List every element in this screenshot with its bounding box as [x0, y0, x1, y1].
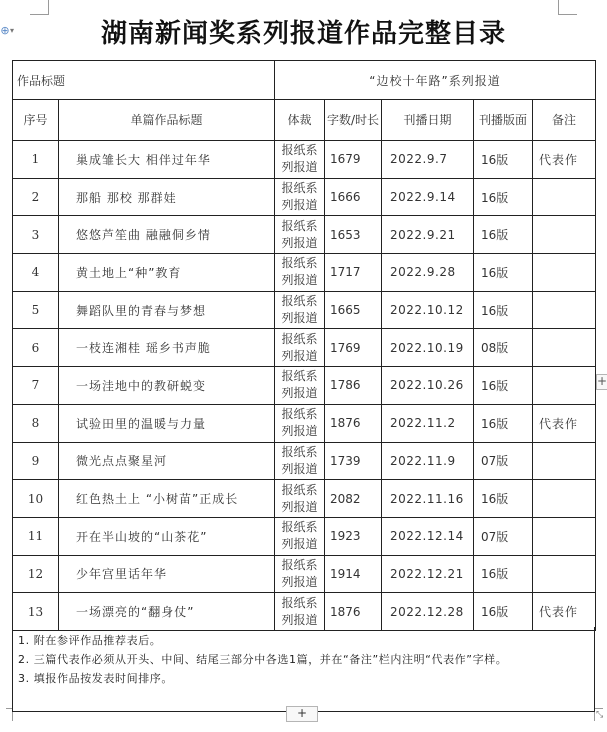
row-page[interactable]: 16版 [474, 555, 533, 593]
work-title-value[interactable] [275, 61, 596, 100]
row-genre[interactable]: 报纸系列报道 [275, 404, 325, 442]
row-remark[interactable]: 代表作 [533, 593, 596, 631]
row-index[interactable]: 7 [13, 367, 59, 405]
add-row-button[interactable]: + [286, 706, 318, 722]
row-index[interactable]: 12 [13, 555, 59, 593]
note-1: 1. 附在参评作品推荐表后。 [18, 634, 162, 647]
row-title[interactable]: 巢成雏长大 相伴过年华 [59, 141, 275, 179]
row-word-count[interactable]: 1653 [325, 216, 382, 254]
row-title[interactable]: 微光点点聚星河 [59, 442, 275, 480]
table-move-handle-icon[interactable]: ⊕ [0, 24, 10, 37]
row-index[interactable]: 1 [13, 141, 59, 179]
row-title[interactable]: 开在半山坡的“山茶花” [59, 517, 275, 555]
header-page: 刊播版面 [474, 100, 533, 141]
row-title[interactable]: 一枝连湘桂 瑶乡书声脆 [59, 329, 275, 367]
table-row [13, 329, 596, 367]
row-page[interactable]: 16版 [474, 216, 533, 254]
row-page[interactable]: 07版 [474, 517, 533, 555]
row-page[interactable]: 16版 [474, 254, 533, 292]
row-word-count[interactable]: 1665 [325, 291, 382, 329]
row-genre[interactable]: 报纸系列报道 [275, 254, 325, 292]
row-remark[interactable]: 代表作 [533, 141, 596, 179]
row-remark[interactable] [533, 442, 596, 480]
row-index[interactable]: 2 [13, 178, 59, 216]
header-index: 序号 [13, 100, 59, 141]
row-remark[interactable]: 代表作 [533, 404, 596, 442]
row-date[interactable]: 2022.11.2 [382, 404, 474, 442]
row-title[interactable]: 试验田里的温暖与力量 [59, 404, 275, 442]
row-date[interactable]: 2022.9.21 [382, 216, 474, 254]
row-word-count[interactable]: 1876 [325, 404, 382, 442]
row-page[interactable]: 16版 [474, 367, 533, 405]
row-genre[interactable]: 报纸系列报道 [275, 480, 325, 518]
row-genre[interactable]: 报纸系列报道 [275, 216, 325, 254]
notes-box [12, 627, 595, 712]
table-resize-handle-icon[interactable]: ⤡ [596, 710, 604, 720]
row-date[interactable]: 2022.11.9 [382, 442, 474, 480]
row-index[interactable]: 5 [13, 291, 59, 329]
row-date[interactable]: 2022.10.19 [382, 329, 474, 367]
row-index[interactable]: 9 [13, 442, 59, 480]
table-row [13, 141, 596, 179]
table-row [13, 178, 596, 216]
row-word-count[interactable]: 1666 [325, 178, 382, 216]
row-page[interactable]: 07版 [474, 442, 533, 480]
table-row [13, 480, 596, 518]
header-remark: 备注 [533, 100, 596, 141]
table-row [13, 517, 596, 555]
row-title[interactable]: 悠悠芦笙曲 融融侗乡情 [59, 216, 275, 254]
row-remark[interactable] [533, 216, 596, 254]
table-row [13, 367, 596, 405]
row-title[interactable]: 一场洼地中的教研蜕变 [59, 367, 275, 405]
row-page[interactable]: 16版 [474, 178, 533, 216]
row-remark[interactable] [533, 367, 596, 405]
row-title[interactable]: 一场漂亮的“翻身仗” [59, 593, 275, 631]
row-date[interactable]: 2022.12.14 [382, 517, 474, 555]
note-2: 2. 三篇代表作必须从开头、中间、结尾三部分中各选1篇，并在“备注”栏内注明“代表作”字样。 [18, 653, 508, 666]
table-row [13, 254, 596, 292]
row-date[interactable]: 2022.10.12 [382, 291, 474, 329]
page-corner-top-right [558, 0, 577, 15]
table-header-row [13, 100, 596, 141]
row-genre[interactable]: 报纸系列报道 [275, 178, 325, 216]
table-row [13, 442, 596, 480]
row-word-count[interactable]: 1914 [325, 555, 382, 593]
row-index[interactable]: 6 [13, 329, 59, 367]
row-genre[interactable]: 报纸系列报道 [275, 442, 325, 480]
row-index[interactable]: 10 [13, 480, 59, 518]
row-remark[interactable] [533, 178, 596, 216]
row-page[interactable]: 16版 [474, 291, 533, 329]
document-title: 湖南新闻奖系列报道作品完整目录 [100, 19, 506, 49]
row-index[interactable]: 4 [13, 254, 59, 292]
table-row [13, 216, 596, 254]
row-word-count[interactable]: 1923 [325, 517, 382, 555]
row-page[interactable]: 16版 [474, 404, 533, 442]
row-page[interactable]: 16版 [474, 480, 533, 518]
row-word-count[interactable]: 2082 [325, 480, 382, 518]
row-genre[interactable]: 报纸系列报道 [275, 593, 325, 631]
row-genre[interactable]: 报纸系列报道 [275, 555, 325, 593]
row-title[interactable]: 舞蹈队里的青春与梦想 [59, 291, 275, 329]
row-title[interactable]: 那船 那校 那群娃 [59, 178, 275, 216]
row-index[interactable]: 11 [13, 517, 59, 555]
row-title[interactable]: 黄土地上“种”教育 [59, 254, 275, 292]
table-row [13, 291, 596, 329]
row-title[interactable]: 红色热土上 “小树苗”正成长 [59, 480, 275, 518]
row-page[interactable]: 16版 [474, 593, 533, 631]
note-3: 3. 填报作品按发表时间排序。 [18, 672, 173, 685]
row-date[interactable]: 2022.12.28 [382, 593, 474, 631]
row-word-count[interactable]: 1739 [325, 442, 382, 480]
row-date[interactable]: 2022.11.16 [382, 480, 474, 518]
row-date[interactable]: 2022.10.26 [382, 367, 474, 405]
table-row [13, 404, 596, 442]
row-page[interactable]: 08版 [474, 329, 533, 367]
work-title-value-text: “边校十年路”系列报道 [369, 73, 501, 88]
row-remark[interactable] [533, 480, 596, 518]
row-word-count[interactable]: 1679 [325, 141, 382, 179]
row-genre[interactable]: 报纸系列报道 [275, 329, 325, 367]
row-genre[interactable]: 报纸系列报道 [275, 141, 325, 179]
table-row [13, 593, 596, 631]
row-word-count[interactable]: 1786 [325, 367, 382, 405]
header-word-count: 字数/时长 [325, 100, 382, 141]
row-genre[interactable]: 报纸系列报道 [275, 291, 325, 329]
work-title-label [13, 61, 275, 100]
row-title[interactable]: 少年宫里话年华 [59, 555, 275, 593]
row-date[interactable]: 2022.9.28 [382, 254, 474, 292]
header-genre: 体裁 [275, 100, 325, 141]
add-column-button[interactable]: + [597, 374, 607, 388]
header-title: 单篇作品标题 [59, 100, 275, 141]
row-index[interactable]: 8 [13, 404, 59, 442]
row-remark[interactable] [533, 517, 596, 555]
row-remark[interactable] [533, 329, 596, 367]
row-date[interactable]: 2022.12.21 [382, 555, 474, 593]
row-remark[interactable] [533, 254, 596, 292]
work-title-row [13, 61, 596, 100]
row-genre[interactable]: 报纸系列报道 [275, 517, 325, 555]
works-table [12, 60, 596, 631]
row-word-count[interactable]: 1717 [325, 254, 382, 292]
row-remark[interactable] [533, 555, 596, 593]
row-date[interactable]: 2022.9.14 [382, 178, 474, 216]
row-genre[interactable]: 报纸系列报道 [275, 367, 325, 405]
row-remark[interactable] [533, 291, 596, 329]
row-word-count[interactable]: 1876 [325, 593, 382, 631]
row-index[interactable]: 13 [13, 593, 59, 631]
page-corner-top-left [30, 0, 49, 15]
chevron-down-icon[interactable]: ▾ [10, 26, 15, 35]
row-date[interactable]: 2022.9.7 [382, 141, 474, 179]
row-index[interactable]: 3 [13, 216, 59, 254]
header-date: 刊播日期 [382, 100, 474, 141]
row-page[interactable]: 16版 [474, 141, 533, 179]
row-word-count[interactable]: 1769 [325, 329, 382, 367]
table-row [13, 555, 596, 593]
work-title-label-text: 作品标题 [17, 73, 66, 88]
